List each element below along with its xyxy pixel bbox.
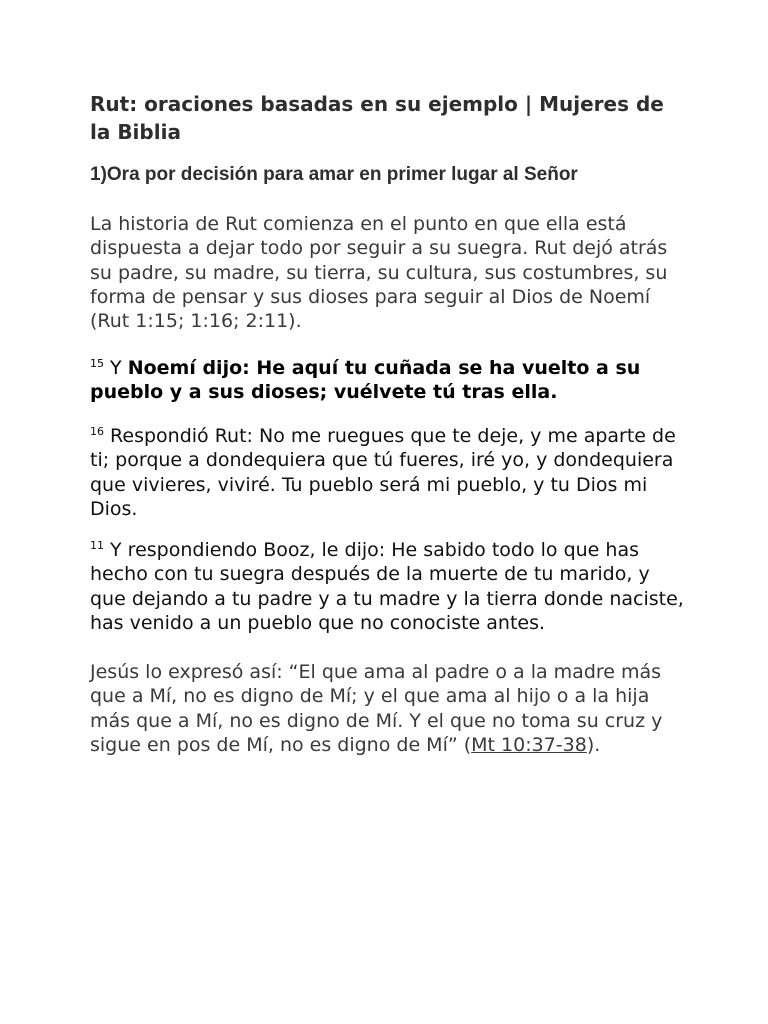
verse-lead: Y [104, 357, 128, 379]
document-title: Rut: oraciones basadas en su ejemplo | Mujeres de la Biblia [90, 92, 664, 144]
verse-number: 11 [90, 539, 104, 552]
quote-text: Jesús lo expresó así: “El que ama al padre o a la madre más que a Mí, no es digno de Mí; y el que ama al hijo o a la hija más que a Mí, no es digno de Mí. Y el que no toma su cruz y sigue en pos de Mí, no es digno de Mí” ( [90, 661, 663, 756]
section-heading: 1)Ora por decisión para amar en primer lugar al Señor [90, 164, 578, 185]
scripture-reference-link[interactable]: Mt 10:37-38 [471, 733, 587, 756]
intro-paragraph: La historia de Rut comienza en el punto en que ella está dispuesta a dejar todo por seguir a su suegra. Rut dejó atrás su padre, su madre, su tierra, su cultura, sus costumbres, su forma de pensar y sus dioses para seguir al Dios de Noemí (Rut 1:15; 1:16; 2:11). [90, 213, 668, 333]
jesus-quote-paragraph [90, 660, 690, 757]
verse-15-paragraph [90, 356, 690, 405]
verse-number: 16 [90, 425, 104, 438]
verse-text: Respondió Rut: No me ruegues que te deje, y me aparte de ti; porque a dondequiera que tú fueres, iré yo, y dondequiera que vivieres, viviré. Tu pueblo será mi pueblo, y tu Dios mi Dios. [90, 425, 676, 520]
verse-16-paragraph [90, 424, 690, 521]
verse-number: 15 [90, 357, 104, 370]
verse-11-paragraph [90, 538, 690, 635]
quote-end: ). [586, 733, 601, 756]
verse-text: Noemí dijo: He aquí tu cuñada se ha vuelto a su pueblo y a sus dioses; vuélvete tú tras ella. [90, 357, 641, 404]
verse-text: Y respondiendo Booz, le dijo: He sabido todo lo que has hecho con tu suegra después de la muerte de tu marido, y que dejando a tu padre y a tu madre y la tierra donde naciste, has venido a un pueblo que no conociste antes. [90, 539, 684, 634]
